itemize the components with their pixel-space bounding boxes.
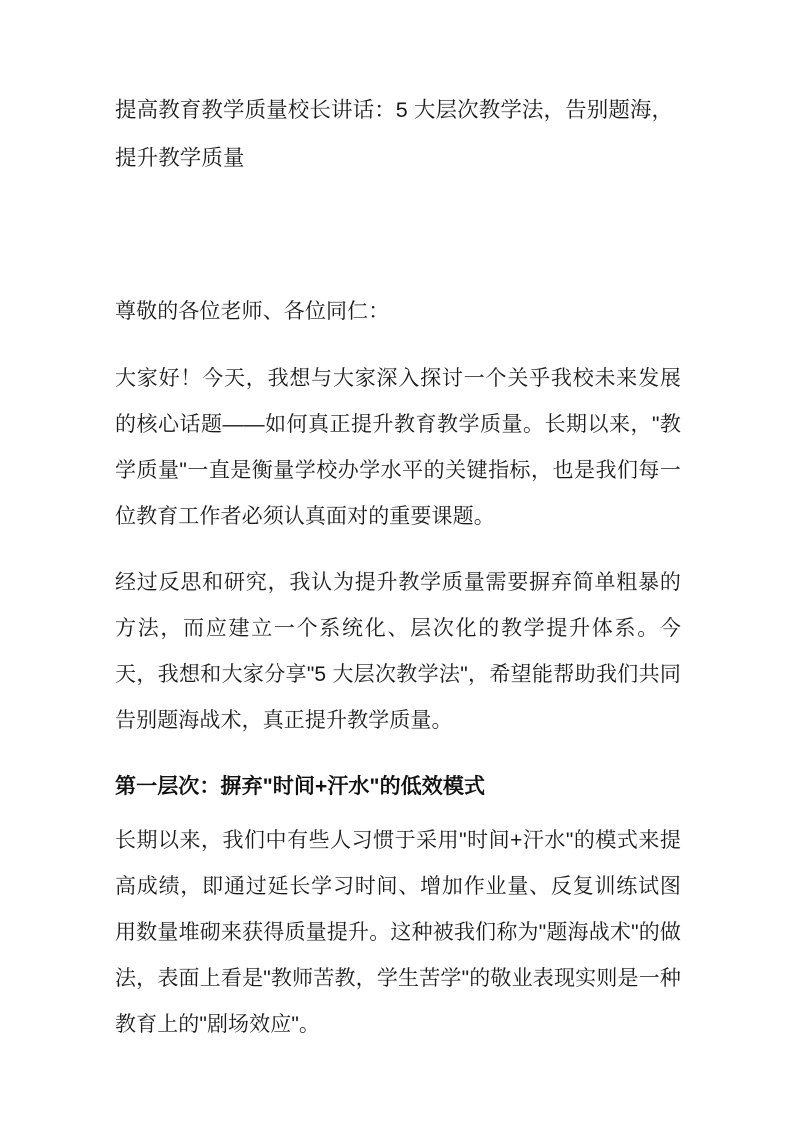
salutation: 尊敬的各位老师、各位同仁：	[115, 300, 390, 323]
paragraph-1: 大家好！今天，我想与大家深入探讨一个关乎我校未来发展的核心话题——如何真正提升教育教学质量。长期以来，"教学质量"一直是衡量学校办学水平的关键指标，也是我们每一位教育工作者必须认真面对的重要课题。	[115, 367, 681, 528]
document-body	[115, 86, 681, 1048]
paragraph-2: 经过反思和研究，我认为提升教学质量需要摒弃简单粗暴的方法，而应建立一个系统化、层次化的教学提升体系。今天，我想和大家分享"5 大层次教学法"，希望能帮助我们共同告别题海战术，真正提升教学质量。	[115, 571, 681, 732]
section-heading-level-1: 第一层次：摒弃"时间+汗水"的低效模式	[115, 775, 486, 798]
document-title-line-2: 提升教学质量	[115, 146, 245, 170]
document-title	[115, 86, 681, 182]
section-paragraph-1: 长期以来，我们中有些人习惯于采用"时间+汗水"的模式来提高成绩，即通过延长学习时间、增加作业量、反复训练试图用数量堆砌来获得质量提升。这种被我们称为"题海战术"的做法，表面上看是"教师苦教，学生苦学"的敬业表现实则是一种教育上的"剧场效应"。	[115, 829, 681, 1036]
document-title-line-1: 提高教育教学质量校长讲话：5 大层次教学法，告别题海，	[115, 98, 674, 122]
title-spacer	[115, 182, 681, 289]
